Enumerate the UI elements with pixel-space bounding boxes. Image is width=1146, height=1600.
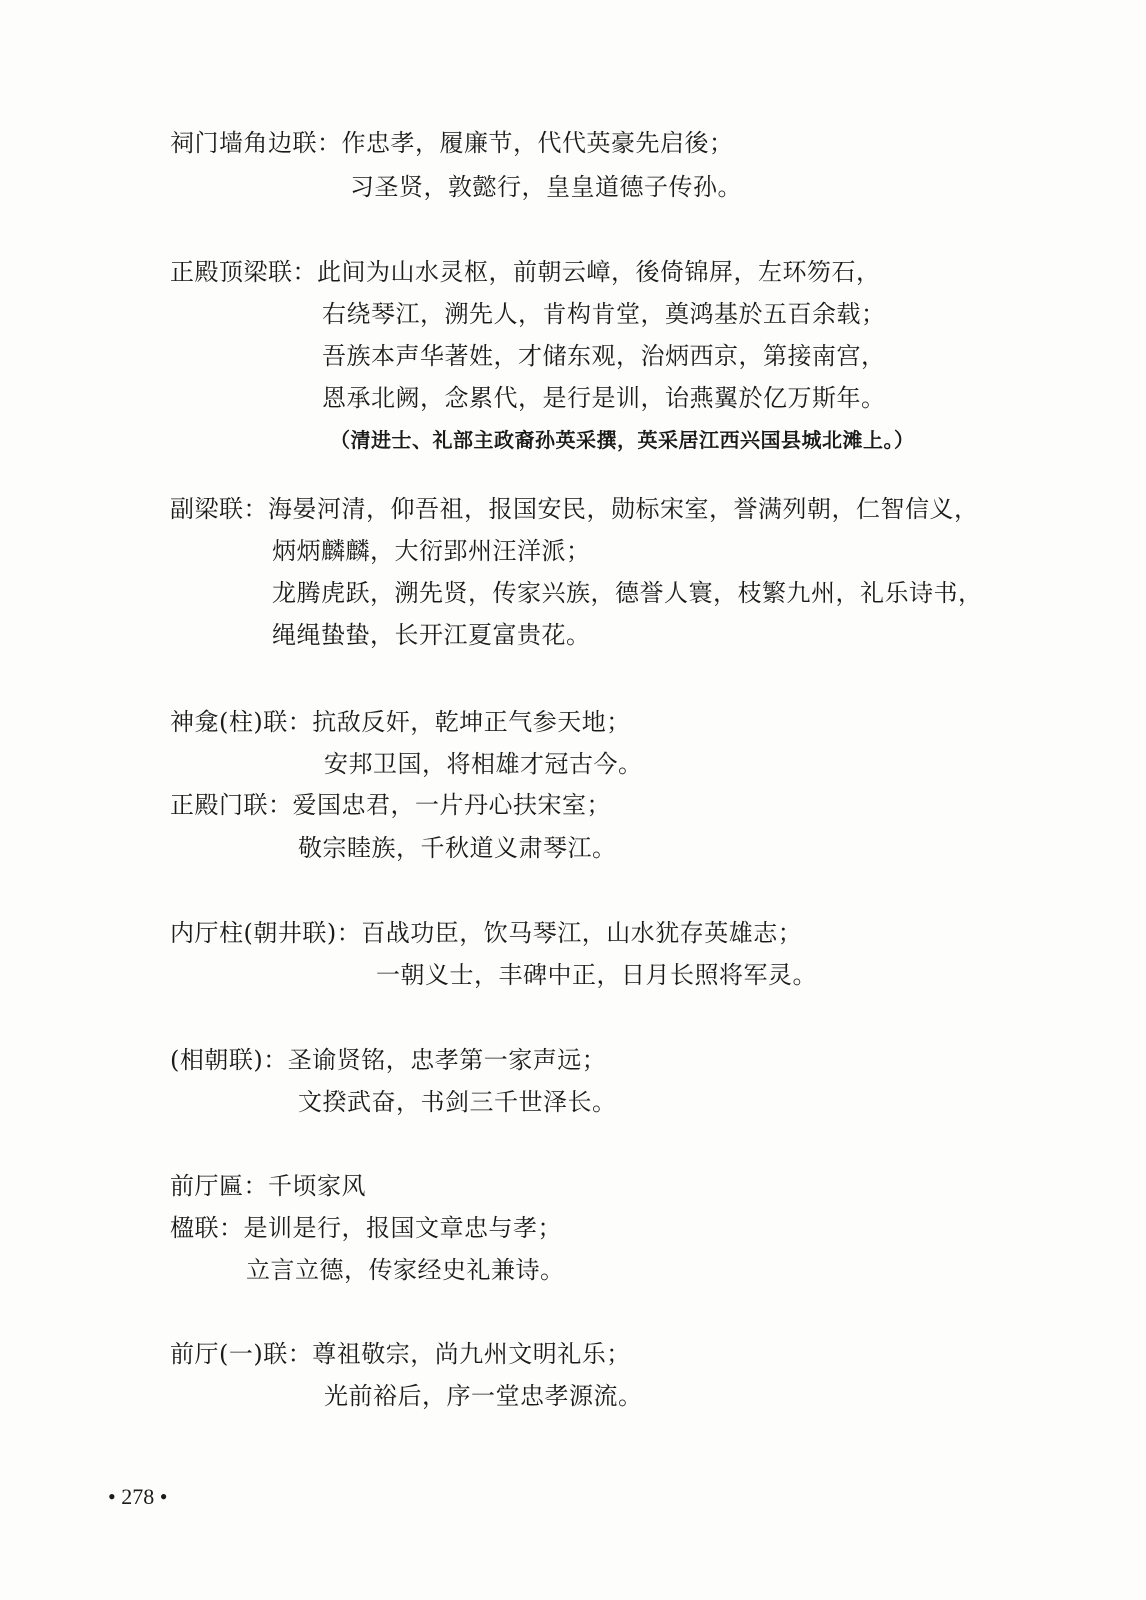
couplet-line: 吾族本声华著姓，才储东观，治炳西京，第接南宫， — [322, 342, 886, 370]
couplet-line: 炳炳麟麟，大衍郢州汪洋派； — [272, 537, 591, 565]
couplet-line: 恩承北阙，念累代，是行是训，诒燕翼於亿万斯年。 — [322, 384, 886, 412]
couplet-line: 习圣贤，敦懿行，皇皇道德子传孙。 — [350, 173, 742, 201]
couplet-line: 神龛(柱)联：抗敌反奸，乾坤正气参天地； — [170, 708, 631, 736]
couplet-line: 副梁联：海晏河清，仰吾祖，报国安民，勋标宋室，誉满列朝，仁智信义， — [170, 495, 979, 523]
couplet-line: 前厅(一)联：尊祖敬宗，尚九州文明礼乐； — [170, 1340, 631, 1368]
page-number: • 278 • — [108, 1484, 168, 1509]
couplet-line: 一朝义士，丰碑中正，日月长照将军灵。 — [376, 961, 817, 989]
couplet-line: 祠门墙角边联：作忠孝，履廉节，代代英豪先启後； — [170, 129, 734, 157]
couplet-line: 龙腾虎跃，溯先贤，传家兴族，德誉人寰，枝繁九州，礼乐诗书， — [272, 579, 983, 607]
couplet-line: 正殿门联：爱国忠君，一片丹心扶宋室； — [170, 791, 611, 819]
couplet-line: 楹联：是训是行，报国文章忠与孝； — [170, 1214, 562, 1242]
couplet-line: (相朝联)：圣谕贤铭，忠孝第一家声远； — [170, 1046, 607, 1074]
couplet-line: 敬宗睦族，千秋道义肃琴江。 — [298, 834, 617, 862]
couplet-line: 立言立德，传家经史礼兼诗。 — [246, 1256, 565, 1284]
couplet-line: 右绕琴江，溯先人，肯构肯堂，奠鸿基於五百余载； — [322, 300, 886, 328]
plaque-line: 前厅匾：千顷家风 — [170, 1172, 366, 1200]
couplet-line: 文揆武奋，书剑三千世泽长。 — [298, 1088, 617, 1116]
couplet-line: 安邦卫国，将相雄才冠古今。 — [324, 750, 643, 778]
couplet-line: 正殿顶梁联：此间为山水灵枢，前朝云嶂，後倚锦屏，左环笏石， — [170, 258, 881, 286]
couplet-line: 光前裕后，序一堂忠孝源流。 — [324, 1382, 643, 1410]
couplet-line: 内厅柱(朝井联)：百战功臣，饮马琴江，山水犹存英雄志； — [170, 919, 803, 947]
author-note: （清进士、礼部主政裔孙英采撰，英采居江西兴国县城北滩上。） — [330, 428, 915, 452]
couplet-line: 绳绳蛰蛰，长开江夏富贵花。 — [272, 621, 591, 649]
